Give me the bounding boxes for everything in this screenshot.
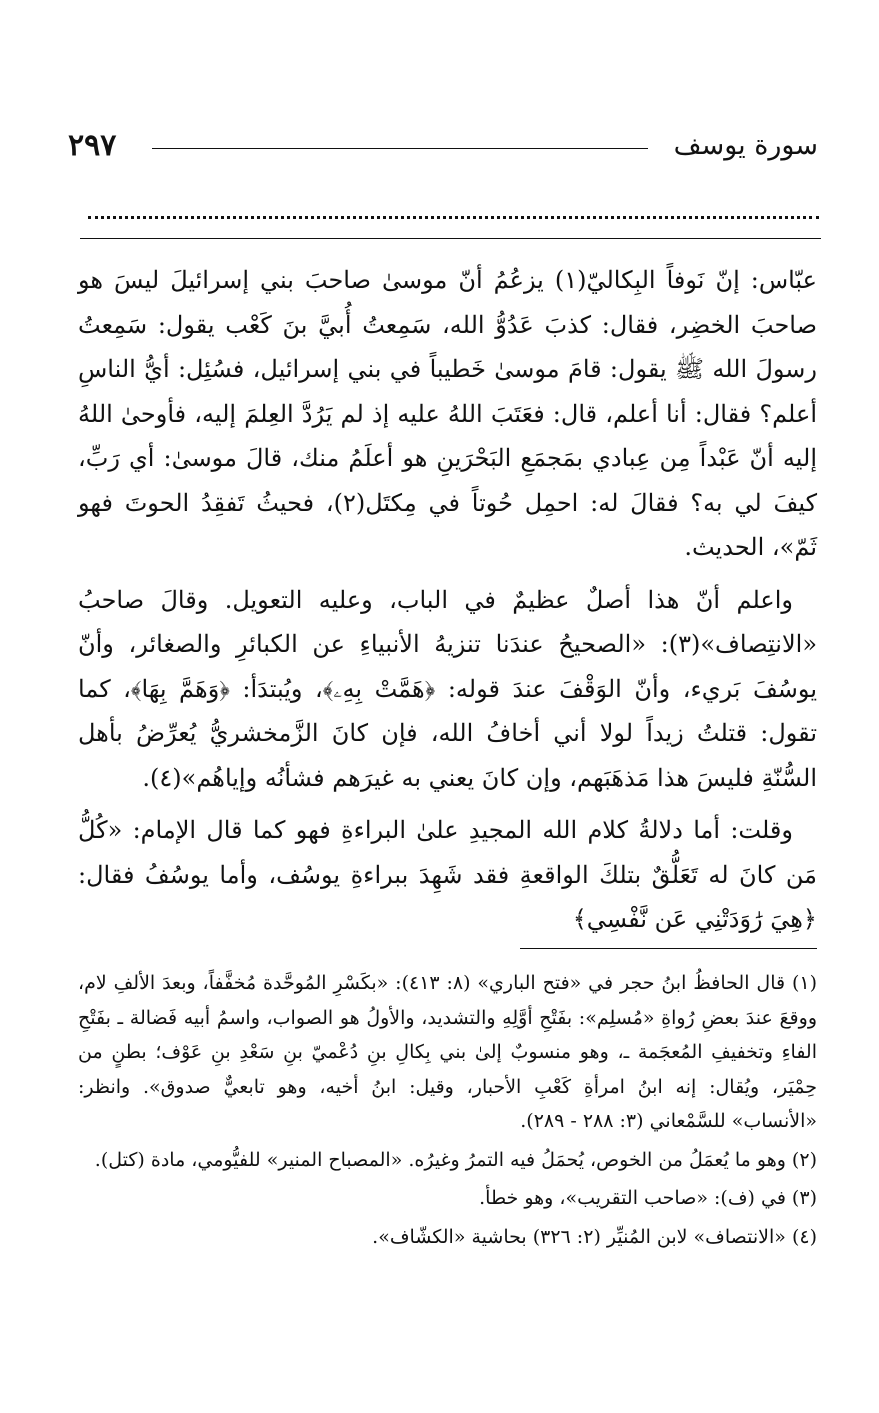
body-paragraph-3: وقلت: أما دلالةُ كلام الله المجيدِ علىٰ البراءةِ فهو كما قال الإمام: «كُلُّ مَن كانَ له تَعَلُّقٌ بتلكَ الواقعةِ فقد شَهِدَ ببراءةِ يوسُف، وأما يوسُفُ فقال: ﴿هِيَ رَٰوَدَتْنِي عَن نَّفْسِي﴾	[78, 816, 817, 933]
main-text	[78, 258, 817, 942]
header-rule	[152, 148, 648, 149]
footnote-1: (١) قال الحافظُ ابنُ حجر في «فتح الباري» (٨: ٤١٣): «بكَسْرِ المُوحَّدة مُخفَّفاً، وبعدَ الألفِ لام، ووقعَ عندَ بعضِ رُواةِ «مُسلِم»: بفَتْحِ أوَّلِهِ والتشديد، والأولُ هو الصواب، واسمُ أبيه فَضالة ـ بفَتْحِ الفاءِ وتخفيفِ المُعجَمة ـ، وهو منسوبٌ إلىٰ بني بِكالِ بنِ دُعْميّ بنِ سَعْدِ بنِ عَوْف؛ بطنٍ من حِمْيَر، ويُقال: إنه ابنُ امرأةِ كَعْبِ الأحبار، وقيل: ابنُ أخيه، وهو تابعيٌّ صدوق». وانظر: «الأنساب» للسَّمْعاني (٣: ٢٨٨ - ٢٨٩).	[78, 972, 818, 1132]
footnotes	[78, 966, 817, 1254]
page-header	[68, 128, 818, 168]
body-paragraph-2: واعلم أنّ هذا أصلٌ عظيمٌ في الباب، وعليه التعويل. وقالَ صاحبُ «الانتِصاف»(٣): «الصحيحُ عندَنا تنزيهُ الأنبياءِ عن الكبائرِ والصغائر، وأنّ يوسُفَ بَريء، وأنّ الوَقْفَ عندَ قوله: ﴿هَمَّتْ بِهِۦ﴾، ويُبتدَأ: ﴿وَهَمَّ بِهَا﴾، كما تقول: قتلتُ زيداً لولا أني أخافُ الله، فإن كانَ الزَّمخشريُّ يُعرِّضُ بأهل السُّنّةِ فليسَ هذا مَذهَبَهم، وإن كانَ يعني به غيرَهم فشأنُه وإياهُم»(٤).	[78, 585, 817, 792]
footnote-3: (٣) في (ف): «صاحب التقريب»، وهو خطأ.	[479, 1187, 817, 1209]
surah-title: سورة يوسف	[673, 130, 818, 161]
footnote-4: (٤) «الانتصاف» لابن المُنيِّر (٢: ٣٢٦) بحاشية «الكشّاف».	[372, 1225, 817, 1248]
body-paragraph-1: عبّاس: إنّ نَوفاً البِكاليّ(١) يزعُمُ أنّ موسىٰ صاحبَ بني إسرائيلَ ليسَ هو صاحبَ الخضِر، فقال: كذبَ عَدُوُّ الله، سَمِعتُ أُبيَّ بنَ كَعْب يقول: سَمِعتُ رسولَ الله ﷺ يقول: قامَ موسىٰ خَطيباً في بني إسرائيل، فسُئِل: أيُّ الناسِ أعلم؟ فقال: أنا أعلم، قال: فعَتَبَ اللهُ عليه إذ لم يَرُدَّ العِلمَ إليه، فأوحىٰ اللهُ إليه أنّ عَبْداً مِن عِبادي بمَجمَعِ البَحْرَينِ هو أعلَمُ منك، قالَ موسىٰ: أي رَبِّ، كيفَ لي به؟ فقالَ له: احمِل حُوتاً في مِكتَل(٢)، فحيثُ تَفقِدُ الحوتَ فهو ثَمّ»، الحديث.	[78, 266, 817, 561]
top-rule	[80, 238, 821, 239]
footnote-rule	[520, 948, 817, 949]
page-number: ٢٩٧	[68, 128, 117, 163]
footnote-2: (٢) وهو ما يُعمَلُ من الخوص، يُحمَلُ فيه التمرُ وغيرُه. «المصباح المنير» للفيُّومي، مادة (كتل).	[94, 1148, 817, 1171]
dotted-separator	[88, 196, 819, 219]
